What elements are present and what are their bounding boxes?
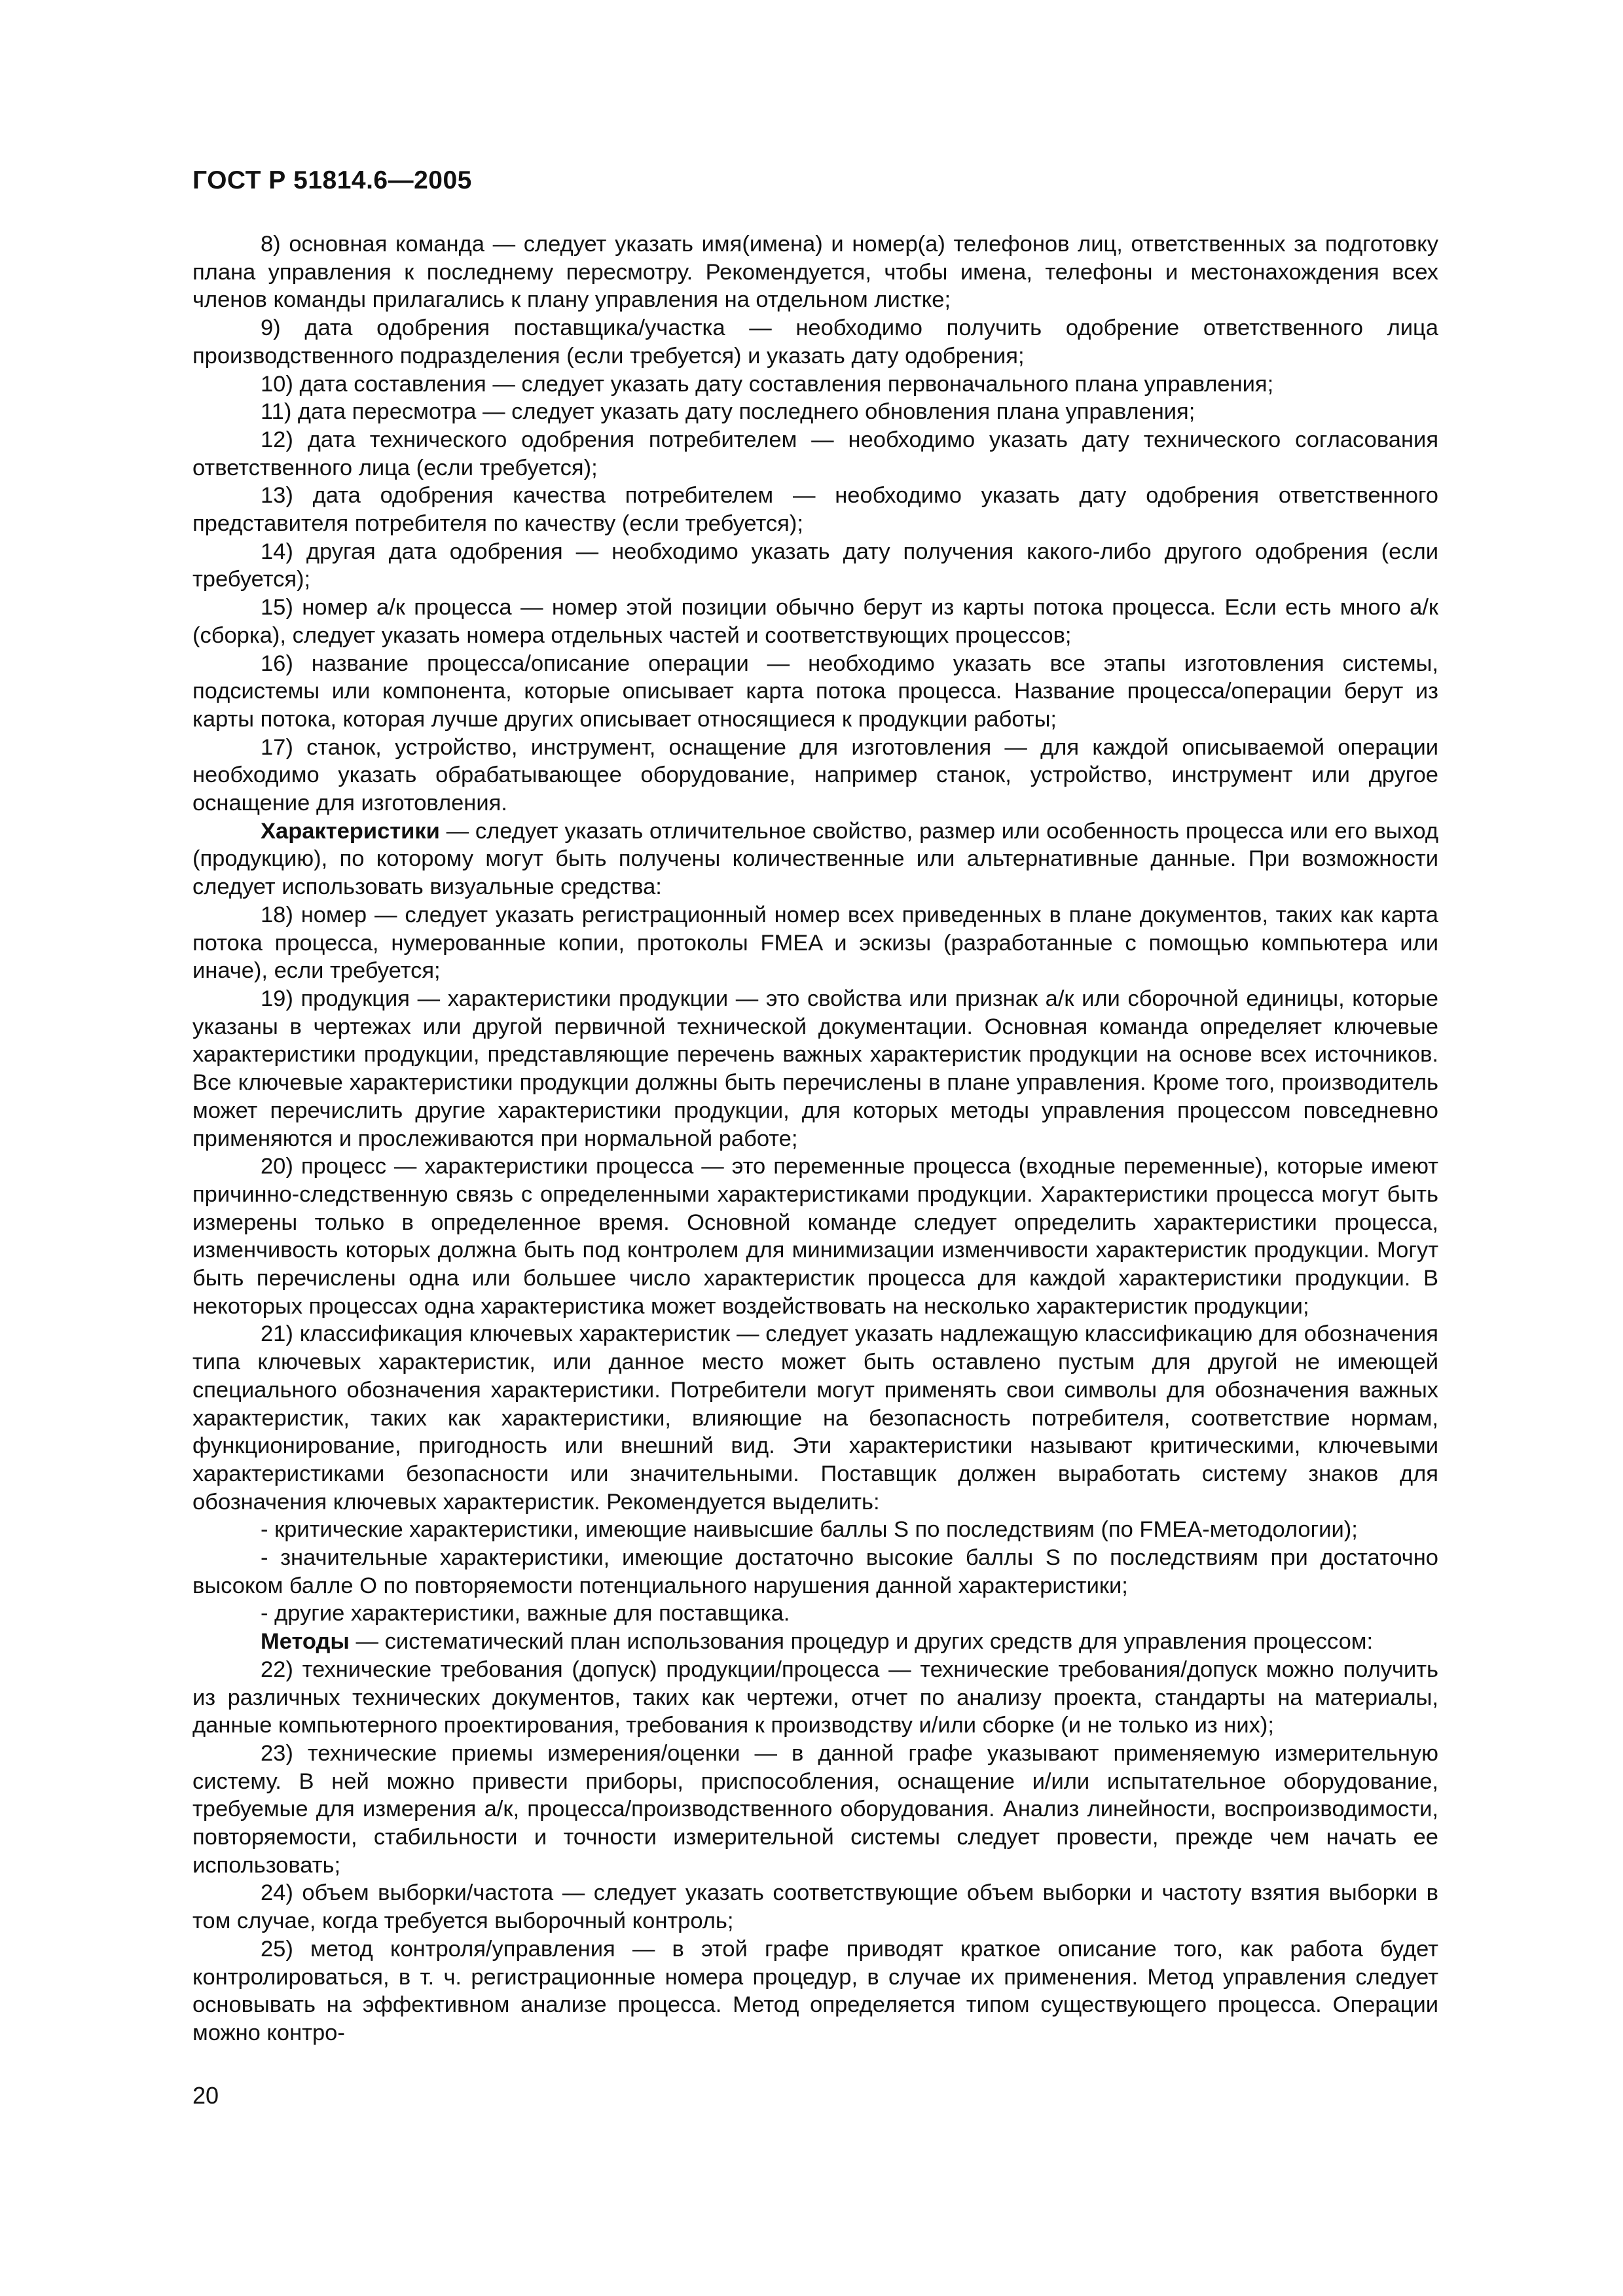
paragraph <box>192 650 1438 734</box>
paragraph <box>192 1935 1438 2047</box>
paragraph <box>192 1516 1438 1544</box>
paragraph <box>192 314 1438 370</box>
paragraph-text: 21) классификация ключевых характеристик — следует указать надлежащую классификацию для обозначения типа ключевых характеристик, или данное место может быть оставлено пустым для другой не имеющей специального обозначения характеристики. Потребители могут применять свои символы для обозначения важных характеристик, таких как характеристики, влияющие на безопасность потребителя, соответствие нормам, функционирование, пригодность или внешний вид. Эти характеристики называют критическими, ключевыми характеристиками безопасности или значительными. Поставщик должен выработать систему знаков для обозначения ключевых характеристик. Рекомендуется выделить: <box>192 1321 1438 1515</box>
paragraph-text: — следует указать отличительное свойство, размер или особенность процесса или его выход (продукцию), по которому могут быть получены количественные или альтернативные данные. При возможности следует использовать визуальные средства: <box>192 818 1438 900</box>
paragraph <box>192 426 1438 482</box>
paragraph-text: 14) другая дата одобрения — необходимо указать дату получения какого-либо другого одобрения (если требуется); <box>192 539 1438 592</box>
body-text <box>192 230 1438 2047</box>
paragraph-bold-term: Методы <box>261 1629 350 1655</box>
paragraph <box>192 1879 1438 1935</box>
paragraph <box>192 985 1438 1153</box>
paragraph <box>192 1320 1438 1516</box>
paragraph-text: 25) метод контроля/управления — в этой графе приводят краткое описание того, как работа будет контролироваться, в т. ч. регистрационные номера процедур, в случае их применения. Метод управления следует основывать на эффективном анализе процесса. Метод определяется типом существующего процесса. Операции можно контро- <box>192 1936 1438 2045</box>
paragraph-text: 15) номер а/к процесса — номер этой позиции обычно берут из карты потока процесса. Если есть много а/к (сборка), следует указать номера отдельных частей и соответствующих процессов; <box>192 595 1438 648</box>
paragraph-text: - критические характеристики, имеющие наивысшие баллы S по последствиям (по FMEA-методологии); <box>261 1517 1358 1543</box>
paragraph-text: 11) дата пересмотра — следует указать дату последнего обновления плана управления; <box>261 399 1195 425</box>
paragraph <box>192 482 1438 537</box>
paragraph <box>192 817 1438 901</box>
paragraph <box>192 1600 1438 1628</box>
paragraph <box>192 734 1438 817</box>
paragraph-text: - значительные характеристики, имеющие достаточно высокие баллы S по последствиям при достаточно высоком балле O по повторяемости потенциального нарушения данной характеристики; <box>192 1545 1438 1598</box>
paragraph-text: 10) дата составления — следует указать дату составления первоначального плана управления; <box>261 371 1274 397</box>
paragraph-text: 12) дата технического одобрения потребителем — необходимо указать дату технического согласования ответственного лица (если требуется); <box>192 427 1438 480</box>
paragraph <box>192 538 1438 594</box>
paragraph <box>192 1628 1438 1656</box>
paragraph <box>192 370 1438 399</box>
paragraph-text: 20) процесс — характеристики процесса — это переменные процесса (входные переменные), которые имеют причинно-следственную связь с определенными характеристиками продукции. Характеристики процесса могут быть измерены только в определенное время. Основной команде следует определить характеристики процесса, изменчивость которых должна быть под контролем для минимизации изменчивости характеристик продукции. Могут быть перечислены одна или большее число характеристик процесса для каждой характеристики продукции. В некоторых процессах одна характеристика может воздействовать на несколько характеристик продукции; <box>192 1154 1438 1319</box>
paragraph <box>192 1740 1438 1880</box>
paragraph-text: 23) технические приемы измерения/оценки — в данной графе указывают применяемую измерительную систему. В ней можно привести приборы, приспособления, оснащение и/или испытательное оборудование, требуемые для измерения а/к, процесса/производственного оборудования. Анализ линейности, воспроизводимости, повторяемости, стабильности и точности измерительной системы следует провести, прежде чем начать ее использовать; <box>192 1740 1438 1878</box>
paragraph-text: 18) номер — следует указать регистрационный номер всех приведенных в плане документов, таких как карта потока процесса, нумерованные копии, протоколы FMEA и эскизы (разработанные с помощью компьютера или иначе), если требуется; <box>192 902 1438 984</box>
paragraph <box>192 1544 1438 1600</box>
paragraph <box>192 901 1438 985</box>
paragraph-bold-term: Характеристики <box>261 818 440 844</box>
paragraph <box>192 1656 1438 1740</box>
paragraph-text: 19) продукция — характеристики продукции — это свойства или признак а/к или сборочной единицы, которые указаны в чертежах или другой первичной технической документации. Основная команда определяет ключевые характеристики продукции, представляющие перечень важных характеристик продукции на основе всех источников. Все ключевые характеристики продукции должны быть перечислены в плане управления. Кроме того, производитель может перечислить другие характеристики продукции, для которых методы управления процессом повседневно применяются и прослеживаются при нормальной работе; <box>192 986 1438 1151</box>
paragraph <box>192 398 1438 426</box>
paragraph-text: 22) технические требования (допуск) продукции/процесса — технические требования/допуск можно получить из различных технических документов, таких как чертежи, отчет по анализу проекта, стандарты на материалы, данные компьютерного проектирования, требования к производству и/или сборке (и не только из них); <box>192 1657 1438 1738</box>
paragraph-text: 16) название процесса/описание операции — необходимо указать все этапы изготовления системы, подсистемы или компонента, которые описывает карта потока процесса. Название процесса/операции берут из карты потока, которая лучше других описывает относящиеся к продукции работы; <box>192 651 1438 732</box>
paragraph-text: 8) основная команда — следует указать имя(имена) и номер(а) телефонов лиц, ответственных за подготовку плана управления к последнему пересмотру. Рекомендуется, чтобы имена, телефоны и местонахождения всех членов команды прилагались к плану управления на отдельном листке; <box>192 232 1438 313</box>
paragraph <box>192 1153 1438 1320</box>
paragraph-text: 9) дата одобрения поставщика/участка — необходимо получить одобрение ответственного лица производственного подразделения (если требуется) и указать дату одобрения; <box>192 315 1438 368</box>
paragraph <box>192 230 1438 314</box>
paragraph <box>192 594 1438 649</box>
paragraph-text: - другие характеристики, важные для поставщика. <box>261 1601 790 1626</box>
page-number: 20 <box>192 2082 219 2109</box>
paragraph-text: 24) объем выборки/частота — следует указать соответствующие объем выборки и частоту взятия выборки в том случае, когда требуется выборочный контроль; <box>192 1880 1438 1934</box>
document-header: ГОСТ Р 51814.6—2005 <box>192 166 472 194</box>
paragraph-text: — систематический план использования процедур и других средств для управления процессом: <box>349 1629 1374 1655</box>
paragraph-text: 13) дата одобрения качества потребителем — необходимо указать дату одобрения ответственного представителя потребителя по качеству (если требуется); <box>192 483 1438 537</box>
paragraph-text: 17) станок, устройство, инструмент, оснащение для изготовления — для каждой описываемой операции необходимо указать обрабатывающее оборудование, например станок, устройство, инструмент или другое оснащение для изготовления. <box>192 734 1438 816</box>
